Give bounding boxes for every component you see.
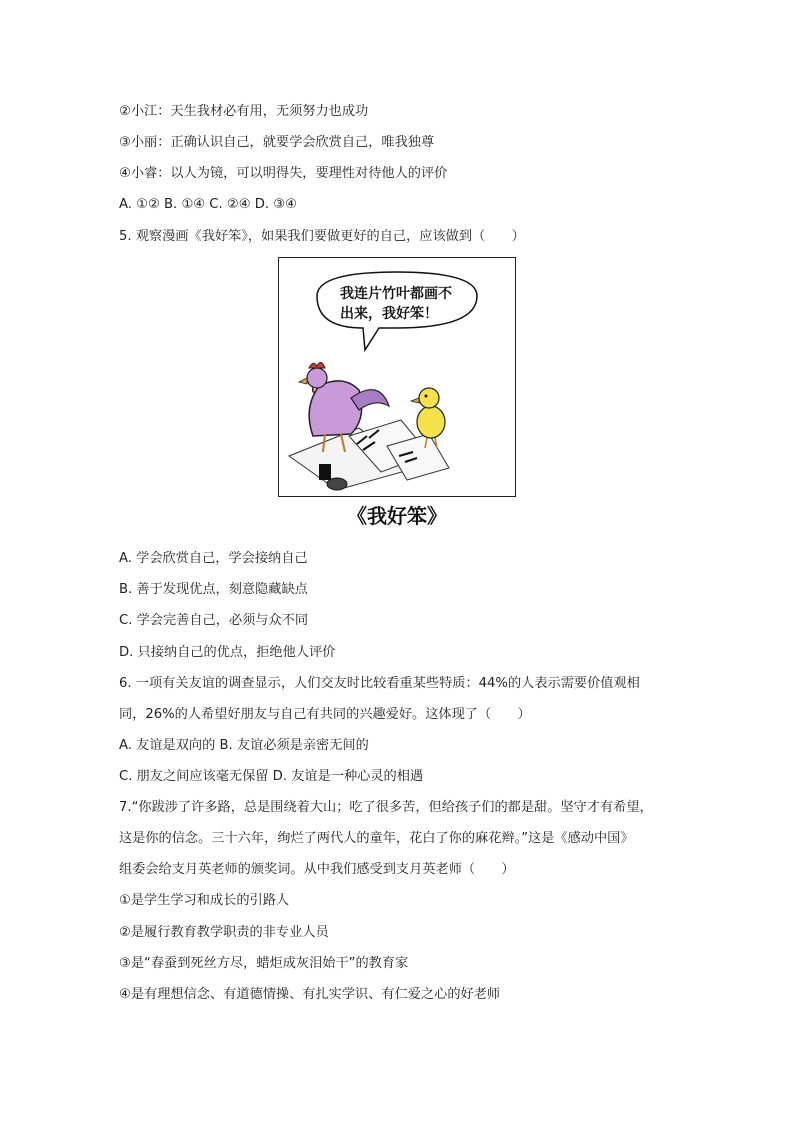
comic-illustration [279,258,514,495]
q7-statement-3: ③是“春蚕到死丝方尽，蜡炬成灰泪始干”的教育家 [119,956,409,971]
ink-bottle [319,464,331,480]
q5-option-b: B. 善于发现优点，刻意隐藏缺点 [119,582,308,597]
question-7-stem-line2: 这是你的信念。三十六年，绚烂了两代人的童年，花白了你的麻花辫。”这是《感动中国》 [119,831,634,846]
q5-option-d: D. 只接纳自己的优点，拒绝他人评价 [119,645,336,660]
speech-text-line1: 我连片竹叶都画不 [340,286,452,302]
question-5-stem: 5. 观察漫画《我好笨》，如果我们要做更好的自己，应该做到（ ） [119,229,525,244]
q6-options-ab: A. 友谊是双向的 B. 友谊必须是亲密无间的 [119,738,369,753]
q7-statement-4: ④是有理想信念、有道德情操、有扎实学识、有仁爱之心的好老师 [119,987,501,1002]
question-6-stem-line1: 6. 一项有关友谊的调查显示，人们交友时比较看重某些特质：44%的人表示需要价值观相 [119,676,640,691]
question-7-stem-line3: 组委会给支月英老师的颁奖词。从中我们感受到支月英老师（ ） [119,862,515,877]
inkstone [327,478,347,490]
question-7-stem-line1: 7.“你跋涉了许多路，总是围绕着大山；吃了很多苦，但给孩子们的都是甜。坚守才有希望， [119,800,653,815]
option-line-4: ④小睿：以人为镜，可以明得失，要理性对待他人的评价 [119,166,448,181]
q7-statement-2: ②是履行教育教学职责的非专业人员 [119,925,329,940]
comic-caption: 《我好笨》 [347,504,447,528]
question-6-stem-line2: 同，26%的人希望好朋友与自己有共同的兴趣爱好。这体现了（ ） [119,707,531,722]
speech-text-line2: 出来，我好笨！ [340,306,438,322]
q6-options-cd: C. 朋友之间应该毫无保留 D. 友谊是一种心灵的相遇 [119,769,424,784]
answer-choices-q4: A. ①② B. ①④ C. ②④ D. ③④ [119,197,297,212]
option-line-3: ③小丽：正确认识自己，就要学会欣赏自己，唯我独尊 [119,135,435,150]
option-line-2: ②小江：天生我材必有用，无须努力也成功 [119,104,369,119]
q5-option-a: A. 学会欣赏自己，学会接纳自己 [119,551,308,566]
q7-statement-1: ①是学生学习和成长的引路人 [119,893,290,908]
q5-option-c: C. 学会完善自己，必须与众不同 [119,613,309,628]
comic-image [278,257,516,497]
